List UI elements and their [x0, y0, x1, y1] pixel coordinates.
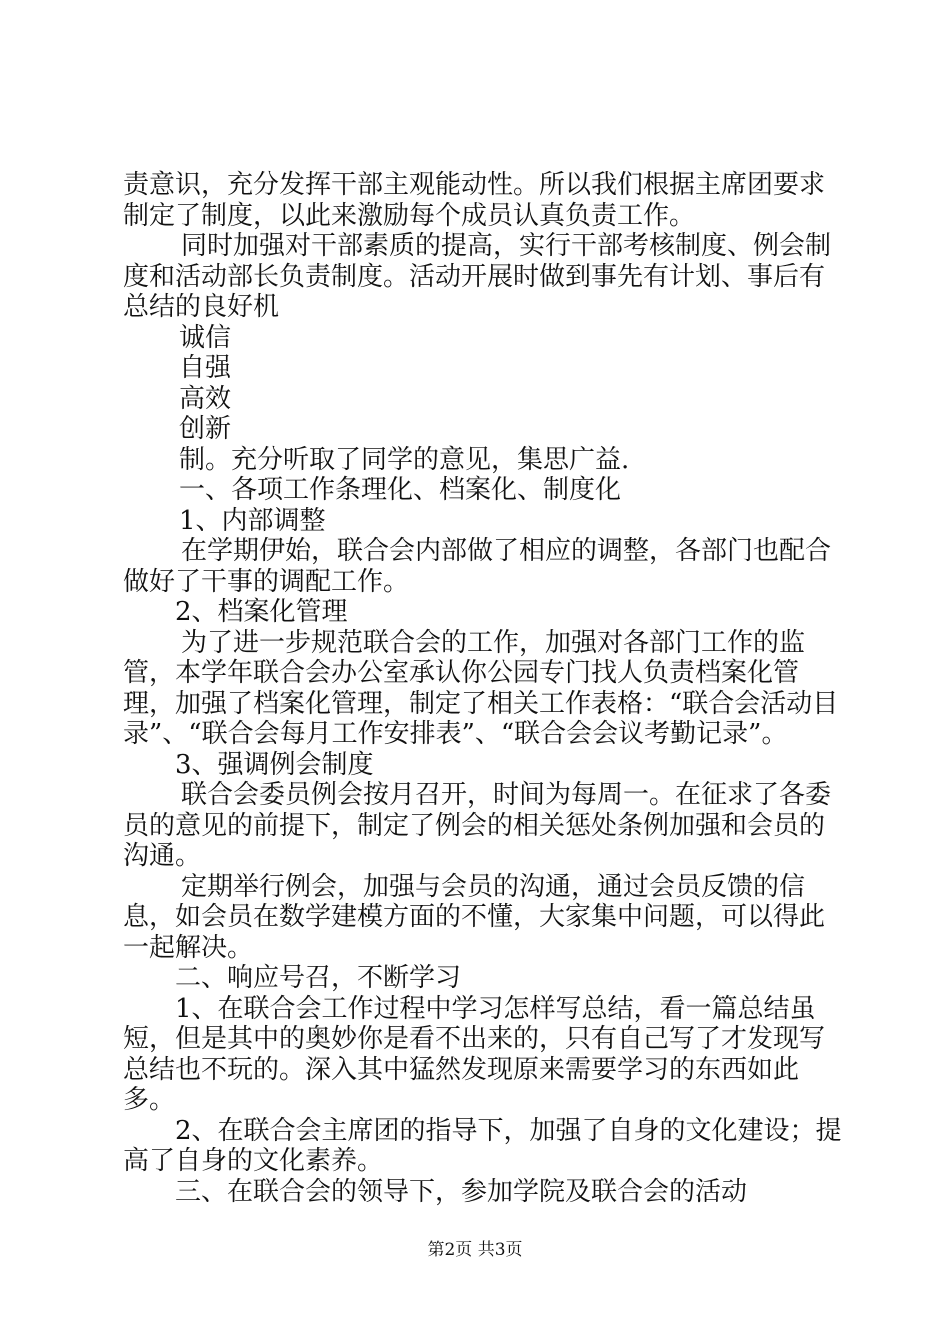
paragraph: 1、在联合会工作过程中学习怎样写总结，看一篇总结虽短，但是其中的奥妙你是看不出来的，只有自己写了才发现写总结也不玩的。深入其中猛然发现原来需要学习的东西如此多。 [123, 993, 826, 1115]
paragraph: 在学期伊始，联合会内部做了相应的调整，各部门也配合做好了干事的调配工作。 [123, 536, 832, 597]
section-heading: 三、在联合会的领导下，参加学院及联合会的活动 [175, 1176, 748, 1207]
motto-line: 自强 [179, 353, 232, 383]
paragraph: 为了进一步规范联合会的工作，加强对各部门工作的监管，本学年联合会办公室承认你公园专门找人负责档案化管理，加强了档案化管理，制定了相关工作表格：“联合会活动目录”、“联合会每月工作安排表”、“联合会会议考勤记录”。 [123, 627, 839, 749]
page-footer: 第2页 共3页 [427, 1240, 523, 1260]
subsection-heading: 1、内部调整 [179, 505, 326, 536]
paragraph: 责意识，充分发挥干部主观能动性。所以我们根据主席团要求制定了制度，以此来激励每个成员认真负责工作。 [123, 170, 826, 231]
section-heading: 二、响应号召，不断学习 [175, 963, 462, 993]
subsection-heading: 2、档案化管理 [175, 597, 348, 627]
motto-line: 高效 [179, 383, 232, 414]
paragraph: 同时加强对干部素质的提高，实行干部考核制度、例会制度和活动部长负责制度。活动开展时做到事先有计划、事后有总结的良好机 [123, 231, 832, 322]
section-heading: 一、各项工作条理化、档案化、制度化 [179, 475, 622, 505]
subsection-heading: 3、强调例会制度 [175, 749, 374, 780]
paragraph: 定期举行例会，加强与会员的沟通，通过会员反馈的信息，如会员在数学建模方面的不懂，大家集中问题，可以得此一起解决。 [123, 871, 826, 963]
document-body [123, 170, 843, 1207]
paragraph: 制。充分听取了同学的意见，集思广益. [179, 444, 630, 475]
paragraph: 2、在联合会主席团的指导下，加强了自身的文化建设；提高了自身的文化素养。 [123, 1115, 842, 1176]
paragraph: 联合会委员例会按月召开，时间为每周一。在征求了各委员的意见的前提下，制定了例会的相关惩处条例加强和会员的沟通。 [123, 780, 832, 871]
motto-line: 诚信 [179, 322, 232, 353]
motto-line: 创新 [179, 414, 232, 444]
